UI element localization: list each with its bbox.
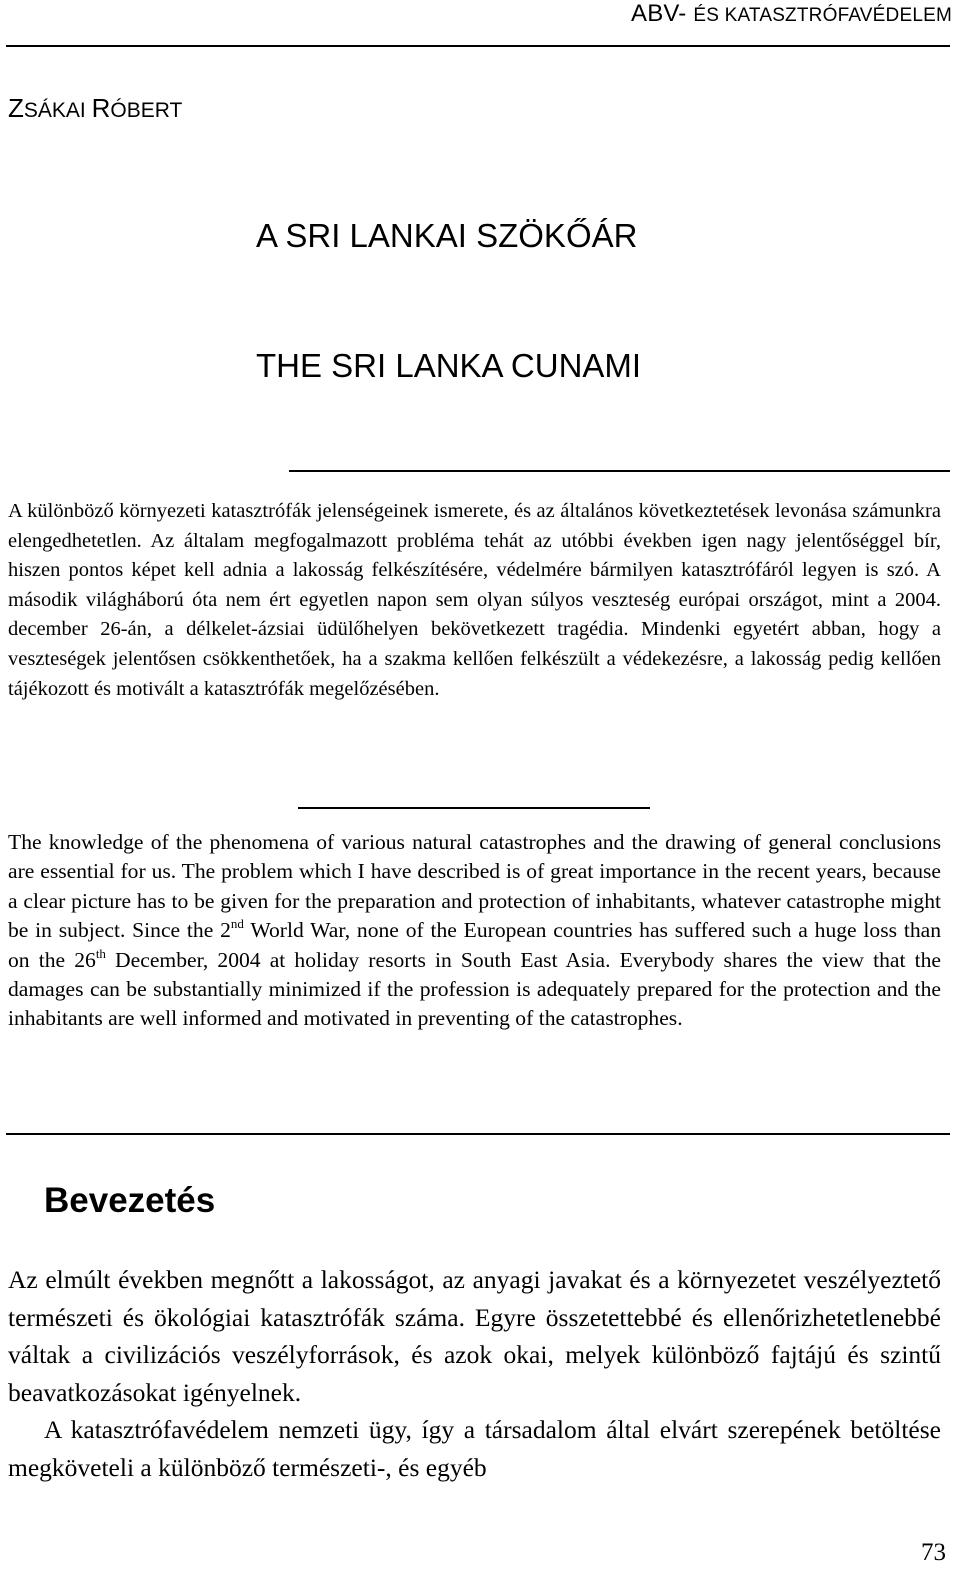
- abstract-top-rule: [289, 470, 950, 472]
- author-name: [8, 93, 182, 126]
- title-english: THE SRI LANKA CUNAMI: [256, 347, 642, 384]
- section-heading: Bevezetés: [44, 1181, 216, 1220]
- section-body: [8, 1261, 941, 1487]
- header-rule: [6, 45, 950, 47]
- author-first-rest: ÓBERT: [110, 99, 183, 122]
- ordinal-suffix-nd: nd: [230, 916, 244, 932]
- abstract-english-part-3: December, 2004 at holiday resorts in South East Asia. Everybody shares the view that the damages can be substantially minimized if the profession is adequately prepared for the protection and the inhabitants are well informed and motivated in preventing of the catastrophes.: [8, 947, 942, 1031]
- page-number: 73: [921, 1539, 946, 1566]
- abstract-english-part-1: The knowledge of the phenomena of various natural catastrophes and the drawing of general conclusions are essential for us. The problem which I have described is of great importance in the recent years, because a clear picture has to be given for the preparation and protection of inhabitants, whatever catastrophe might be in subject. Since the 2: [8, 830, 941, 943]
- author-last-initial: Z: [8, 93, 24, 123]
- ordinal-suffix-th: th: [95, 945, 106, 961]
- running-header: [631, 0, 952, 30]
- abstract-hungarian: A különböző környezeti katasztrófák jelenségeinek ismerete, és az általános következtetések levonása számunkra elengedhetetlen. Az általam megfogalmazott probléma tehát az utóbbi években igen nagy jelentőséggel bír, hiszen pontos képet kell adnia a lakosság felkészítésére, védelmére bármilyen katasztrófáról legyen is szó. A második világháború óta nem ért egyetlen napon sem olyan súlyos veszteség európai országot, mint a 2004. december 26-án, a délkelet-ázsiai üdülőhelyen bekövetkezett tragédia. Mindenki egyetért abban, hogy a veszteségek jelentősen csökkenthetőek, ha a szakma kellően felkészült a védekezésre, a lakosság pedig kellően tájékozott és motivált a katasztrófák megelőzésében.: [8, 500, 941, 700]
- running-header-small-caps: ÉS KATASZTRÓFAVÉDELEM: [693, 5, 952, 26]
- body-paragraph: Az elmúlt években megnőtt a lakosságot, az anyagi javakat és a környezetet veszélyeztető természeti és ökológiai katasztrófák száma. Egyre összetettebbé és ellenőrizhetetlenebbé váltak a civilizációs veszélyforrások, és azok okai, melyek különböző fajtájú és szintű beavatkozásokat igényelnek.: [8, 1265, 941, 1407]
- author-last-rest: SÁKAI: [23, 99, 92, 122]
- author-first-initial: R: [91, 93, 111, 123]
- abstract-english: [8, 828, 941, 1034]
- title-hungarian: A SRI LANKAI SZÖKŐÁR: [256, 217, 638, 254]
- body-paragraph: A katasztrófavédelem nemzeti ügy, így a társadalom által elvárt szerepének betöltése megköveteli a különböző természeti-, és egyéb: [8, 1415, 941, 1482]
- abstract-separator-rule: [298, 807, 650, 809]
- running-header-prefix: ABV-: [631, 0, 694, 27]
- abstract-bottom-rule: [6, 1133, 950, 1135]
- abstract-english-part-2: World War, none of the European countries has suffered such a huge loss than on the 26: [8, 918, 942, 972]
